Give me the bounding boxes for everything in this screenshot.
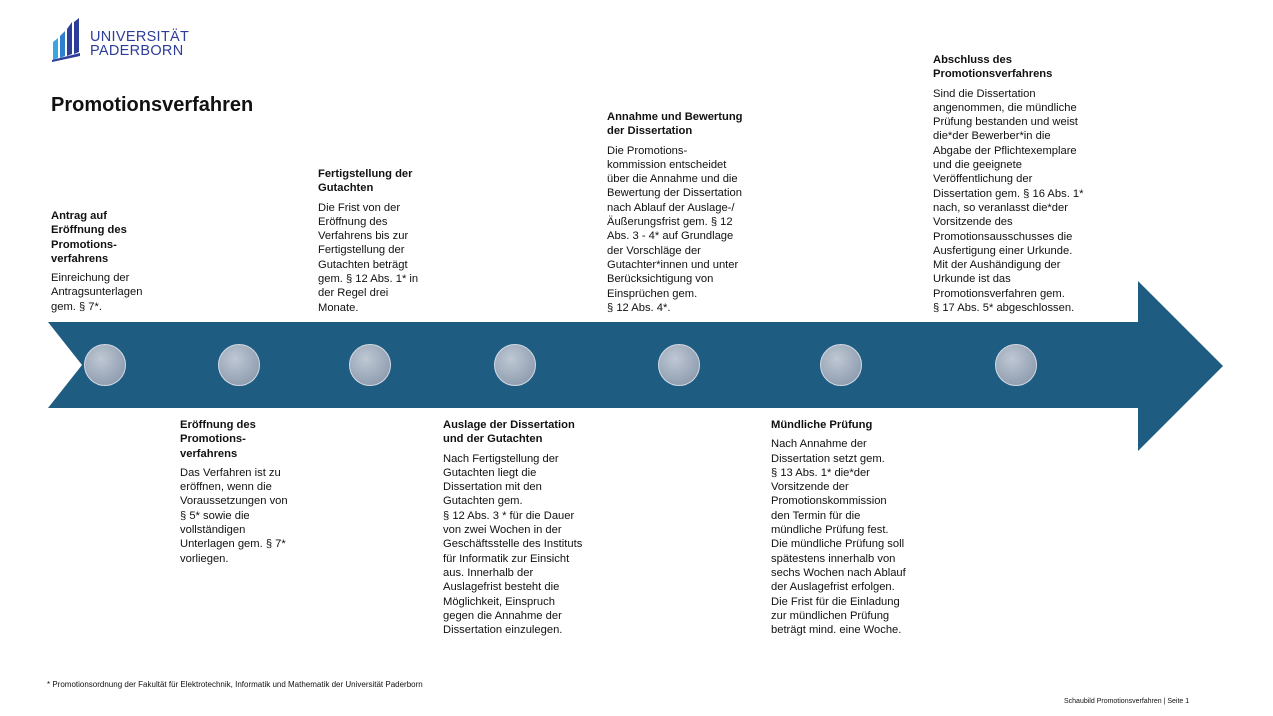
- milestone-dot-5: [658, 344, 700, 386]
- step-title: Abschluss des Promotionsverfahrens: [933, 54, 1053, 81]
- logo-line-1: UNIVERSITÄT: [90, 29, 190, 45]
- page-title: Promotionsverfahren: [51, 94, 254, 116]
- step-title: Fertigstellung der Gutachten: [318, 168, 413, 195]
- step-gutachten: [318, 167, 448, 315]
- footnote: * Promotionsordnung der Fakultät für Elektrotechnik, Informatik und Mathematik der Universität Paderborn: [47, 680, 423, 689]
- step-body: Das Verfahren ist zu eröffnen, wenn die Voraussetzungen von § 5* sowie die vollständigen Unterlagen gem. § 7* vorliegen.: [180, 466, 288, 565]
- step-eroeffnung: [180, 418, 310, 566]
- step-pruefung: [771, 418, 931, 637]
- step-body: Nach Fertigstellung der Gutachten liegt die Dissertation mit den Gutachten gem. § 12 Abs. 3 * für die Dauer von zwei Wochen in der Geschäftsstelle des Instituts für Informatik zur Einsicht aus. Innerhalb der Auslagefrist besteht die Möglichkeit, Einspruch gegen die Annahme der Dissertation einzulegen.: [443, 452, 583, 637]
- milestone-dot-3: [349, 344, 391, 386]
- step-title: Mündliche Prüfung: [771, 419, 873, 431]
- step-body: Nach Annahme der Dissertation setzt gem. § 13 Abs. 1* die*der Vorsitzende der Promotionskommission den Termin für die mündliche Prüfung fest. Die mündliche Prüfung soll spätestens innerhalb von sechs Wochen nach Ablauf der Auslagefrist erfolgen. Die Frist für die Einladung zur mündlichen Prüfung beträgt mind. eine Woche.: [771, 438, 906, 637]
- step-body: Sind die Dissertation angenommen, die mündliche Prüfung bestanden und weist die*der Bewerber*in die Abgabe der Pflichtexemplare und die geeignete Veröffentlichung der Dissertation gem. § 16 Abs. 1* nach, so veranlasst die*der Vorsitzende des Promotionsausschusses die Ausfertigung einer Urkunde. Mit der Aushändigung der Urkunde ist das Promotionsverfahren gem. § 17 Abs. 5* abgeschlossen.: [933, 87, 1084, 315]
- milestone-dot-2: [218, 344, 260, 386]
- step-title: Annahme und Bewertung der Dissertation: [607, 111, 743, 138]
- milestone-dot-4: [494, 344, 536, 386]
- milestone-dot-6: [820, 344, 862, 386]
- milestone-dot-7: [995, 344, 1037, 386]
- step-title: Eröffnung des Promotions- verfahrens: [180, 419, 256, 460]
- step-title: Auslage der Dissertation und der Gutachten: [443, 419, 575, 446]
- step-auslage: [443, 418, 603, 637]
- step-body: Die Frist von der Eröffnung des Verfahrens bis zur Fertigstellung der Gutachten beträgt gem. § 12 Abs. 1* in der Regel drei Monate.: [318, 201, 419, 314]
- step-annahme: [607, 110, 767, 315]
- step-antrag: [51, 209, 171, 314]
- step-body: Die Promotions- kommission entscheidet über die Annahme und die Bewertung der Dissertation nach Ablauf der Auslage-/ Äußerungsfrist gem. § 12 Abs. 3 - 4* auf Grundlage der Vorschläge der Gutachter*innen und unter Berücksichtigung von Einsprüchen gem. § 12 Abs. 4*.: [607, 144, 742, 314]
- step-body: Einreichung der Antragsunterlagen gem. § 7*.: [51, 272, 143, 313]
- milestone-dot-1: [84, 344, 126, 386]
- step-abschluss: [933, 53, 1103, 315]
- page-info: Schaubild Promotionsverfahren | Seite 1: [1064, 698, 1190, 705]
- step-title: Antrag auf Eröffnung des Promotions- verfahrens: [51, 210, 127, 265]
- logo-line-2: PADERBORN: [90, 43, 184, 59]
